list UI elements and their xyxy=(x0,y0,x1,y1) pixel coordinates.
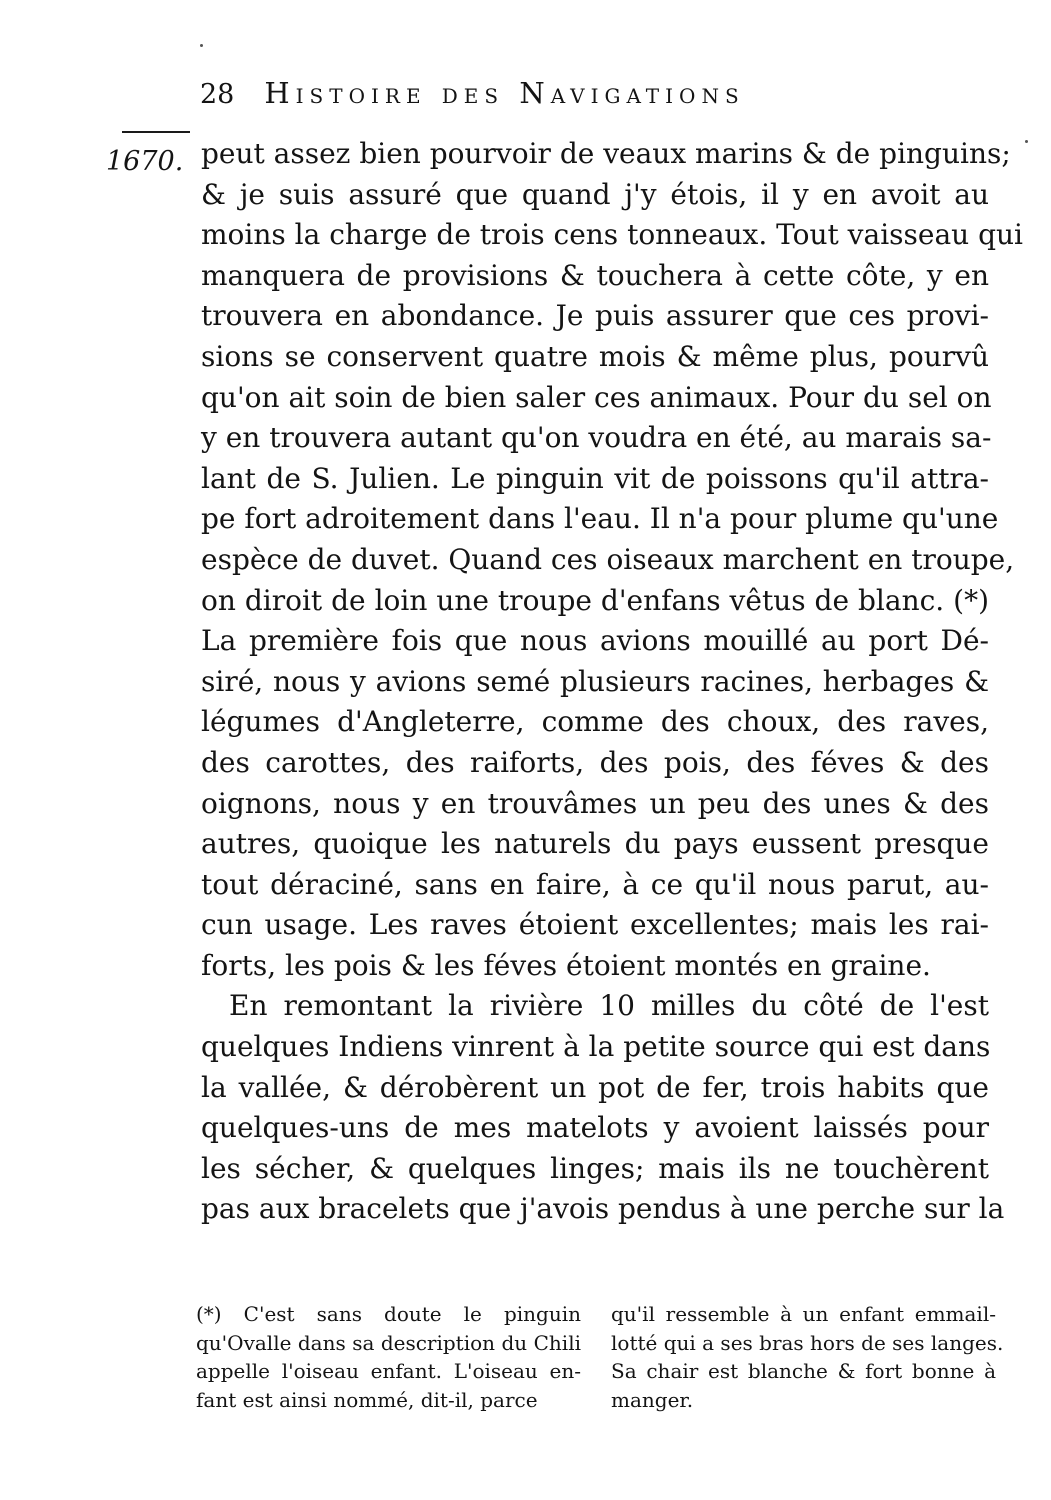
text-line: des carottes, des raiforts, des pois, des féves & des xyxy=(201,745,989,779)
body-text xyxy=(201,134,1023,1230)
text-line: manquera de provisions & touchera à cette côte, y en xyxy=(201,258,989,292)
footnote-line: lotté qui a ses bras hors de ses langes. xyxy=(611,1330,1004,1355)
ink-speck xyxy=(200,44,203,47)
text-line: y en trouvera autant qu'on voudra en été, au marais sa- xyxy=(201,421,992,455)
margin-rule xyxy=(122,131,190,133)
text-line: quelques Indiens vinrent à la petite source qui est dans xyxy=(201,1030,991,1064)
text-line: & je suis assuré que quand j'y étois, il y en avoit au xyxy=(201,177,989,211)
text-line: pe fort adroitement dans l'eau. Il n'a pour plume qu'une xyxy=(201,502,999,536)
text-line: tout déraciné, sans en faire, à ce qu'il nous parut, au- xyxy=(201,867,989,901)
footnote-line: fant est ainsi nommé, dit-il, parce xyxy=(196,1387,538,1412)
text-line: sions se conservent quatre mois & même plus, pourvû xyxy=(201,339,989,373)
text-line: forts, les pois & les féves étoient montés en graine. xyxy=(201,948,931,982)
footnote-line: (*) C'est sans doute le pinguin xyxy=(196,1302,581,1326)
margin-year: 1670. xyxy=(106,146,184,177)
text-line: les sécher, & quelques linges; mais ils ne touchèrent xyxy=(201,1151,989,1185)
ink-speck xyxy=(1025,140,1028,143)
text-line: cun usage. Les raves étoient excellentes; mais les rai- xyxy=(201,908,989,942)
page-header xyxy=(200,76,960,120)
text-line: siré, nous y avions semé plusieurs racines, herbages & xyxy=(201,664,989,698)
text-line: espèce de duvet. Quand ces oiseaux marchent en troupe, xyxy=(201,542,1015,576)
text-line: lant de S. Julien. Le pinguin vit de poissons qu'il attra- xyxy=(201,461,989,495)
footnote-line: qu'il ressemble à un enfant emmail- xyxy=(611,1302,996,1326)
page-number: 28 xyxy=(200,79,235,110)
text-line: on diroit de loin une troupe d'enfans vêtus de blanc. (*) xyxy=(201,583,989,617)
footnote-column-left xyxy=(196,1300,581,1414)
text-line: légumes d'Angleterre, comme des choux, des raves, xyxy=(201,705,989,739)
text-line: La première fois que nous avions mouillé au port Dé- xyxy=(201,624,989,658)
footnote-line: Sa chair est blanche & fort bonne à xyxy=(611,1359,996,1383)
text-line: la vallée, & dérobèrent un pot de fer, trois habits que xyxy=(201,1070,989,1104)
text-line: quelques-uns de mes matelots y avoient laissés pour xyxy=(201,1111,989,1145)
text-line: peut assez bien pourvoir de veaux marins & de pinguins; xyxy=(201,137,1011,170)
text-line: moins la charge de trois cens tonneaux. Tout vaisseau qui xyxy=(201,218,1023,252)
text-line: En remontant la rivière 10 milles du côté de l'est xyxy=(229,989,989,1023)
footnote xyxy=(196,1300,1004,1414)
text-line: trouvera en abondance. Je puis assurer que ces provi- xyxy=(201,299,989,333)
footnote-line: manger. xyxy=(611,1387,694,1412)
footnote-column-right xyxy=(611,1300,1004,1414)
text-line: qu'on ait soin de bien saler ces animaux. Pour du sel on xyxy=(201,380,992,414)
footnote-line: appelle l'oiseau enfant. L'oiseau en- xyxy=(196,1359,581,1383)
text-line: pas aux bracelets que j'avois pendus à une perche sur la xyxy=(201,1192,1005,1226)
footnote-line: qu'Ovalle dans sa description du Chili xyxy=(196,1330,581,1355)
text-line: oignons, nous y en trouvâmes un peu des unes & des xyxy=(201,786,989,820)
text-line: autres, quoique les naturels du pays eussent presque xyxy=(201,827,989,861)
running-title: Histoire des Navigations xyxy=(264,76,745,110)
